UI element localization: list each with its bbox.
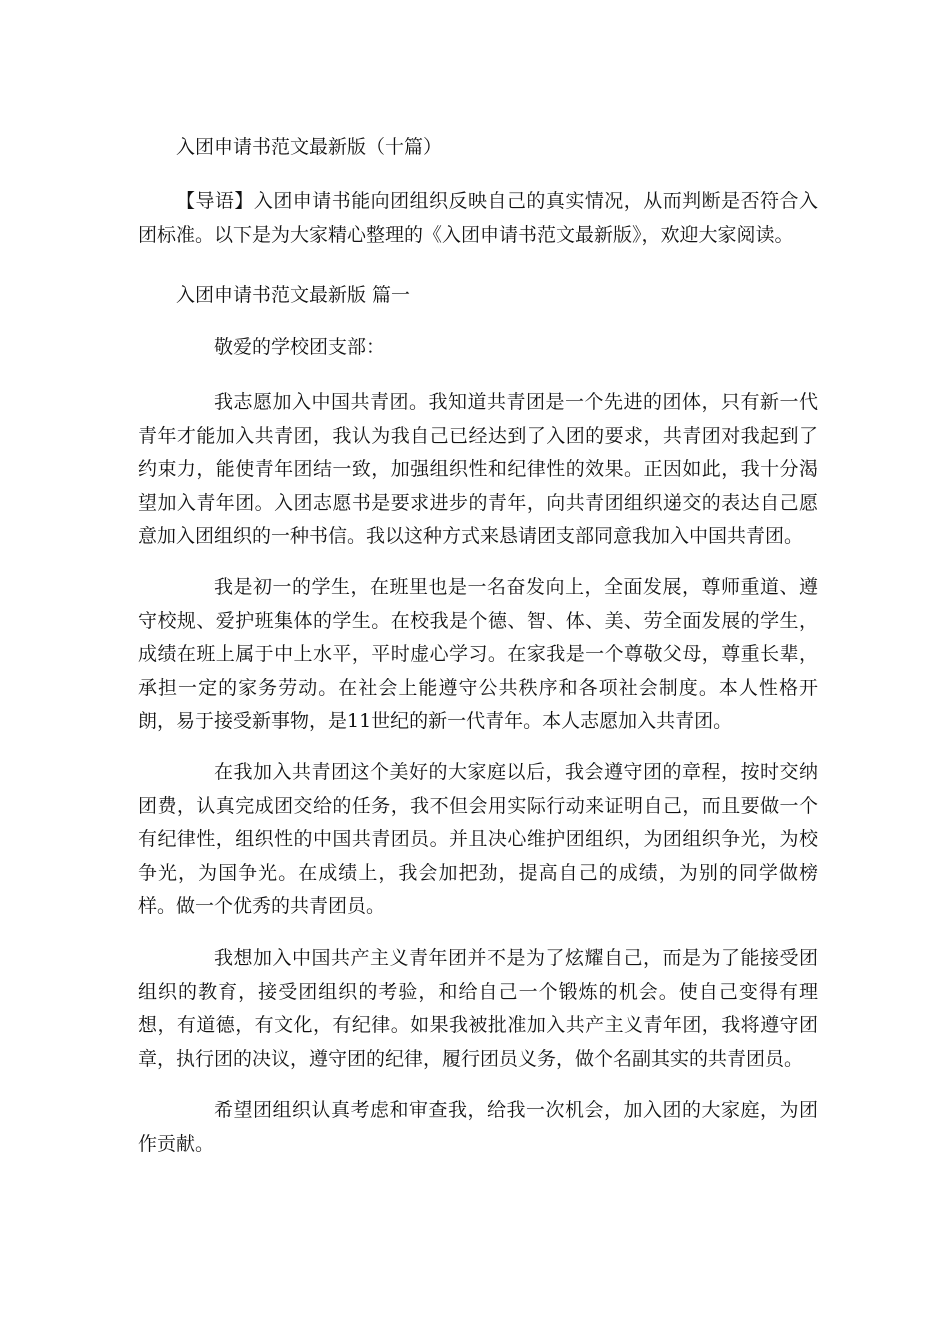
body-paragraph: 我志愿加入中国共青团。我知道共青团是一个先进的团体，只有新一代青年才能加入共青团，我认为我自己已经达到了入团的要求，共青团对我起到了约束力，能使青年团结一致，加强组织性和纪律性的效果。正因如此，我十分渴望加入青年团。入团志愿书是要求进步的青年，向共青团组织递交的表达自己愿意加入团组织的一种书信。我以这种方式来恳请团支部同意我加入中国共青团。 <box>138 391 818 547</box>
body-paragraph: 我想加入中国共产主义青年团并不是为了炫耀自己，而是为了能接受团组织的教育，接受团组织的考验，和给自己一个锻炼的机会。使自己变得有理想，有道德，有文化，有纪律。如果我被批准加入共产主义青年团，我将遵守团章，执行团的决议，遵守团的纪律，履行团员义务，做个名副其实的共青团员。 <box>138 947 818 1070</box>
salutation: 敬爱的学校团支部： <box>214 336 386 358</box>
body-paragraph: 我是初一的学生，在班里也是一名奋发向上，全面发展，尊师重道、遵守校规、爱护班集体的学生。在校我是个德、智、体、美、劳全面发展的学生，成绩在班上属于中上水平，平时虚心学习。在家我是一个尊敬父母，尊重长辈，承担一定的家务劳动。在社会上能遵守公共秩序和各项社会制度。本人性格开朗，易于接受新事物，是11世纪的新一代青年。本人志愿加入共青团。 <box>138 576 818 732</box>
body-paragraph: 希望团组织认真考虑和审查我，给我一次机会，加入团的大家庭，为团作贡献。 <box>138 1099 818 1155</box>
body-paragraph: 在我加入共青团这个美好的大家庭以后，我会遵守团的章程，按时交纳团费，认真完成团交给的任务，我不但会用实际行动来证明自己，而且要做一个有纪律性，组织性的中国共青团员。并且决心维护团组织，为团组织争光，为校争光，为国争光。在成绩上，我会加把劲，提高自己的成绩，为别的同学做榜样。做一个优秀的共青团员。 <box>138 761 818 917</box>
intro-paragraph: 【导语】入团申请书能向团组织反映自己的真实情况，从而判断是否符合入团标准。以下是为大家精心整理的《入团申请书范文最新版》，欢迎大家阅读。 <box>138 190 818 246</box>
section-title: 入团申请书范文最新版 篇一 <box>176 284 411 306</box>
document-title: 入团申请书范文最新版（十篇） <box>176 136 443 158</box>
